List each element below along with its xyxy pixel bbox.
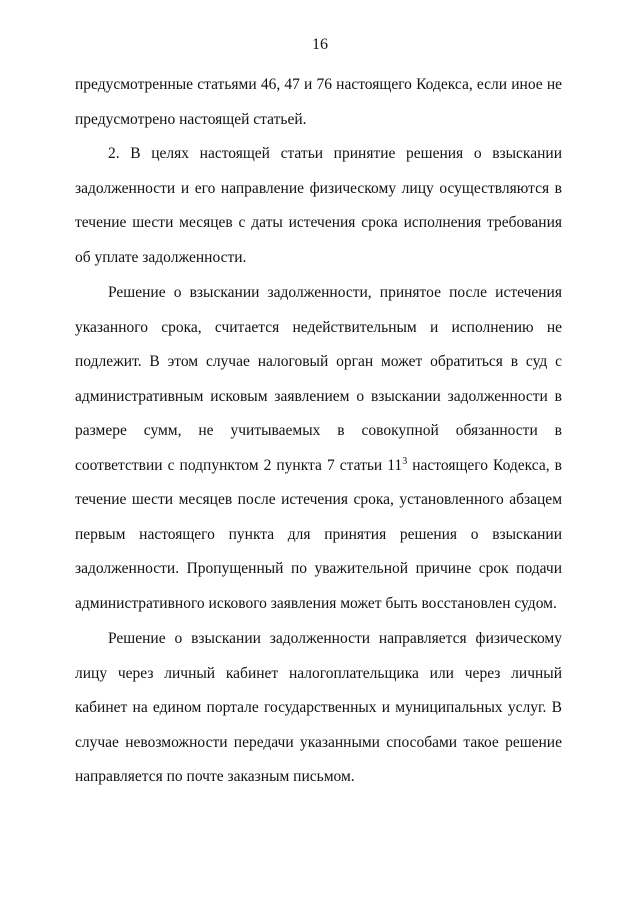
paragraph-invalid-decision — [75, 276, 562, 621]
paragraph-text-part: настоящего Кодекса, в течение шести месяцев после истечения срока, установленного абзацем первым настоящего пункта для принятия решения о взыскании задолженности. Пропущенный по уважительной причине срок подачи административного искового заявления может быть восстановлен судом. — [75, 456, 562, 612]
paragraph-text-part: Решение о взыскании задолженности, принятое после истечения указанного срока, считается недействительным и исполнению не подлежит. В этом случае налоговый орган может обратиться в суд с административным исковым заявлением о взыскании задолженности в размере сумм, не учитываемых в совокупной обязанности в соответствии с подпунктом 2 пункта 7 статьи 11 — [75, 284, 562, 474]
paragraph-decision-delivery: Решение о взыскании задолженности направляется физическому лицу через личный кабинет налогоплательщика или через личный кабинет на едином портале государственных и муниципальных услуг. В случае невозможности передачи указанными способами такое решение направляется по почте заказным письмом. — [75, 630, 562, 785]
paragraph-item-2: 2. В целях настоящей статьи принятие решения о взыскании задолженности и его направление физическому лицу осуществляются в течение шести месяцев с даты истечения срока исполнения требования об уплате задолженности. — [75, 145, 562, 266]
paragraph-continuation: предусмотренные статьями 46, 47 и 76 настоящего Кодекса, если иное не предусмотрено настоящей статьей. — [75, 76, 562, 128]
article-superscript: 3 — [402, 455, 408, 467]
page-number: 16 — [312, 36, 328, 53]
